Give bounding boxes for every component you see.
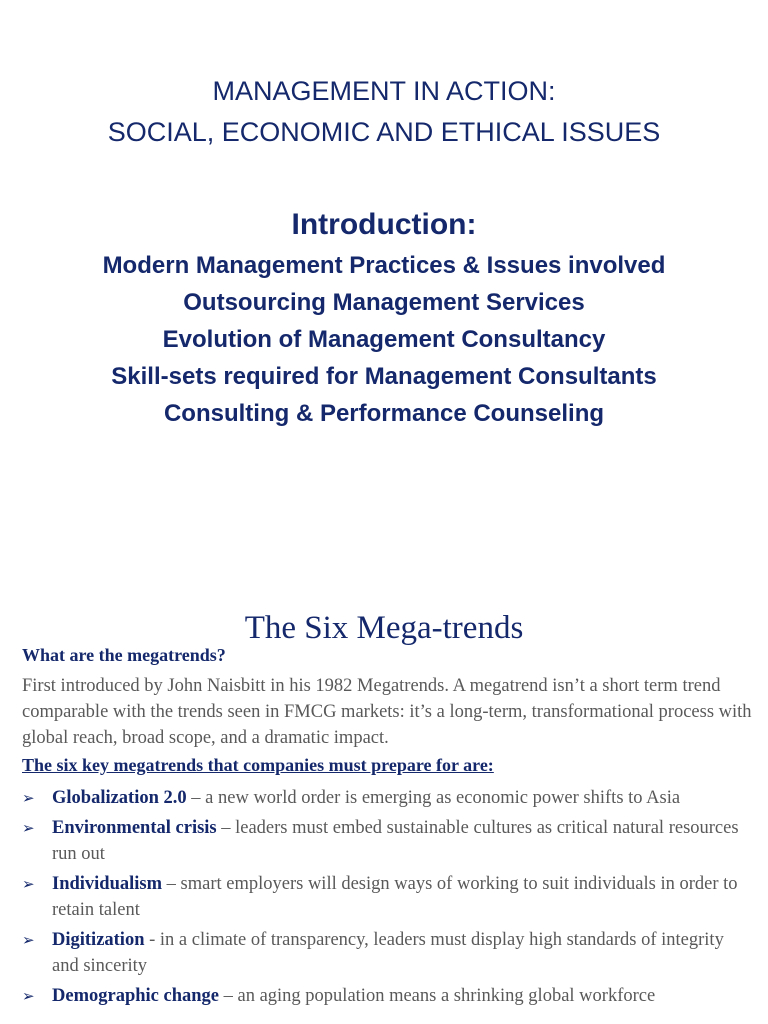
megatrend-item xyxy=(22,983,752,1009)
slide-megatrends xyxy=(0,600,768,1024)
megatrends-title: The Six Mega-trends xyxy=(244,610,524,646)
arrow-bullet-icon: ➢ xyxy=(22,819,35,837)
megatrend-description: - in a climate of transparency, leaders must display high standards of integrity and sincerity xyxy=(52,930,724,976)
megatrends-subheading: The six key megatrends that companies must prepare for are: xyxy=(22,755,494,775)
intro-topic: Skill-sets required for Management Consultants xyxy=(111,363,657,390)
arrow-bullet-icon: ➢ xyxy=(22,789,35,807)
title-line-1: MANAGEMENT IN ACTION: xyxy=(212,76,556,106)
megatrend-description: – smart employers will design ways of working to suit individuals in order to retain talent xyxy=(52,874,738,920)
megatrend-item xyxy=(22,927,752,979)
arrow-bullet-icon: ➢ xyxy=(22,987,35,1005)
megatrend-term: Environmental crisis xyxy=(52,818,217,838)
megatrend-item xyxy=(22,815,752,867)
intro-heading: Introduction: xyxy=(291,208,477,241)
intro-topic-list xyxy=(0,251,768,436)
megatrends-question: What are the megatrends? xyxy=(22,645,226,665)
megatrend-description: – a new world order is emerging as economic power shifts to Asia xyxy=(186,788,681,808)
megatrend-term: Individualism xyxy=(52,874,163,894)
intro-topic: Consulting & Performance Counseling xyxy=(163,400,605,427)
intro-topic: Outsourcing Management Services xyxy=(183,289,585,316)
megatrend-term: Demographic change xyxy=(52,986,219,1006)
megatrend-item xyxy=(22,785,752,811)
intro-topic: Modern Management Practices & Issues involved xyxy=(102,252,666,279)
arrow-bullet-icon: ➢ xyxy=(22,875,35,893)
megatrend-term: Globalization 2.0 xyxy=(52,788,187,808)
megatrend-term: Digitization xyxy=(52,930,145,950)
intro-topic: Evolution of Management Consultancy xyxy=(162,326,606,353)
arrow-bullet-icon: ➢ xyxy=(22,931,35,949)
megatrend-description: – an aging population means a shrinking global workforce xyxy=(219,986,656,1006)
megatrends-paragraph: First introduced by John Naisbitt in his 1982 Megatrends. A megatrend isn’t a short term trend comparable with the trends seen in FMCG markets: it’s a long-term, transformational process with global reach, broad scope, and a dramatic impact. xyxy=(22,676,752,748)
megatrend-description: – leaders must embed sustainable cultures as critical natural resources run out xyxy=(52,818,739,864)
megatrend-item xyxy=(22,871,752,923)
megatrends-list xyxy=(22,785,752,1013)
title-line-2: SOCIAL, ECONOMIC AND ETHICAL ISSUES xyxy=(107,117,661,147)
